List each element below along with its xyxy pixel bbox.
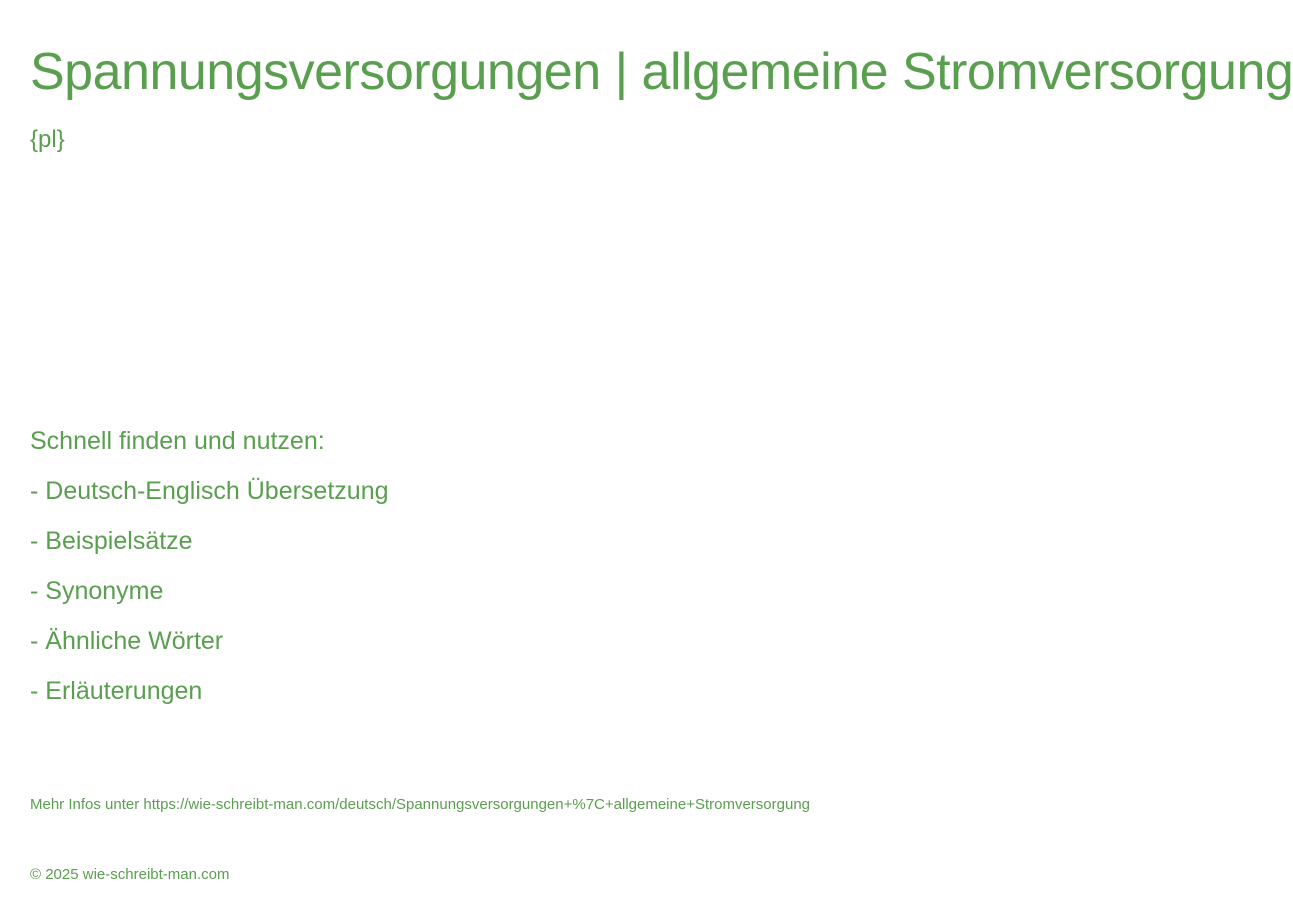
features-section	[30, 424, 389, 724]
feature-item-translation: - Deutsch-Englisch Übersetzung	[30, 477, 389, 505]
feature-item-similar-words: - Ähnliche Wörter	[30, 627, 224, 655]
feature-item-synonyms: - Synonyme	[30, 577, 164, 605]
page-title: Spannungsversorgungen | allgemeine Stromversorgung	[30, 43, 1293, 101]
features-heading: Schnell finden und nutzen:	[30, 427, 325, 455]
features-list	[30, 474, 389, 724]
more-info-link[interactable]: Mehr Infos unter https://wie-schreibt-man.com/deutsch/Spannungsversorgungen+%7C+allgemeine+Stromversorgung	[30, 796, 810, 813]
feature-item-example-sentences: - Beispielsätze	[30, 527, 193, 555]
feature-item-explanations: - Erläuterungen	[30, 677, 203, 705]
plural-tag: {pl}	[30, 126, 65, 153]
copyright-notice: © 2025 wie-schreibt-man.com	[30, 866, 230, 883]
